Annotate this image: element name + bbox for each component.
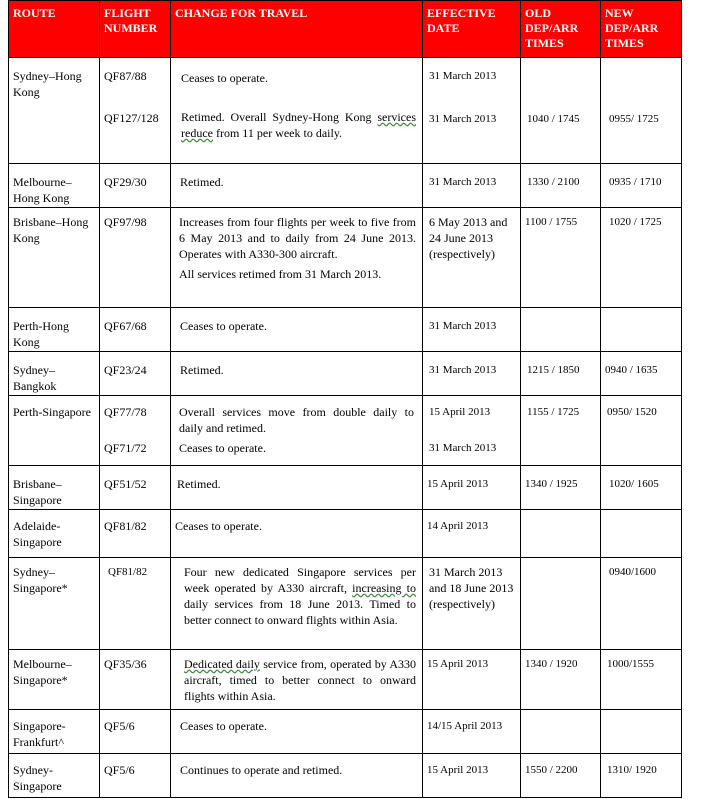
schedule-table-container [8, 0, 681, 798]
flight-number: QF35/36 [100, 650, 171, 710]
table-row [9, 58, 682, 164]
change-text-part: Retimed. Overall Sydney-Hong Kong [181, 110, 378, 124]
flight-number: QF23/24 [100, 352, 171, 396]
effective-date: 15 April 2013 [429, 406, 491, 418]
table-row [9, 396, 682, 466]
header-route: ROUTE [9, 1, 100, 58]
flight-number: QF51/52 [100, 466, 171, 510]
effective-date: 31 March 2013 [429, 70, 497, 82]
change-text [175, 558, 418, 628]
flight-number: QF71/72 [104, 441, 147, 455]
flight-number: QF81/82 [100, 510, 171, 558]
route-cell: Melbourne–Singapore* [9, 650, 100, 710]
header-change: CHANGE FOR TRAVEL [171, 1, 423, 58]
effective-date: 15 April 2013 [423, 466, 521, 510]
change-text: Ceases to operate. [171, 710, 423, 754]
change-text: Retimed. [171, 466, 423, 510]
route-cell: Brisbane–Singapore [9, 466, 100, 510]
table-row [9, 710, 682, 754]
table-row [9, 510, 682, 558]
table-row [9, 754, 682, 798]
change-text-part: Dedicated daily [184, 657, 260, 671]
header-effective-date: EFFECTIVE DATE [423, 1, 521, 58]
effective-date: 15 April 2013 [423, 650, 521, 710]
old-times-cell [521, 58, 601, 164]
flight-number: QF87/88 [104, 69, 147, 83]
change-text: Ceases to operate. [171, 308, 423, 352]
route-cell: Sydney–Singapore* [9, 558, 100, 650]
old-times: 1340 / 1920 [521, 650, 601, 710]
flight-number: QF29/30 [100, 164, 171, 208]
flight-number: QF77/78 [104, 405, 147, 419]
effective-date: 14 April 2013 [423, 510, 521, 558]
old-times: 1100 / 1755 [521, 208, 601, 308]
change-text: Ceases to operate. [171, 510, 423, 558]
new-times [601, 308, 682, 352]
old-times: 1215 / 1850 [521, 352, 601, 396]
old-times: 1040 / 1745 [527, 113, 580, 125]
new-times: 0950/ 1520 [601, 396, 682, 466]
old-times: 1155 / 1725 [521, 396, 601, 466]
new-times-cell [601, 58, 682, 164]
change-text: Retimed. [171, 352, 423, 396]
change-text-part: increasing to [352, 581, 416, 595]
change-text-part: services reduce [181, 110, 416, 140]
old-times [521, 558, 601, 650]
table-row [9, 352, 682, 396]
effective-date: 15 April 2013 [423, 754, 521, 798]
new-times: 0955/ 1725 [609, 113, 659, 125]
header-old-times: OLD DEP/ARR TIMES [521, 1, 601, 58]
old-times: 1550 / 2200 [521, 754, 601, 798]
flight-cell [100, 58, 171, 164]
change-cell [171, 558, 423, 650]
change-text: Retimed. [171, 164, 423, 208]
route-cell: Singapore-Frankfurt^ [9, 710, 100, 754]
route-cell: Sydney–Hong Kong [9, 58, 100, 164]
new-times [601, 710, 682, 754]
effective-date: 31 March 2013 [429, 113, 497, 125]
change-text-part: from 11 per week to daily. [212, 126, 343, 140]
change-cell [171, 650, 423, 710]
flight-number: QF81/82 [100, 558, 171, 650]
route-cell: Sydney–Bangkok [9, 352, 100, 396]
new-times: 0935 / 1710 [601, 164, 682, 208]
effective-date: 31 March 2013 and 18 June 2013 (respectively) [423, 558, 521, 650]
flight-number: QF67/68 [100, 308, 171, 352]
table-row [9, 208, 682, 308]
header-flight-number: FLIGHT NUMBER [100, 1, 171, 58]
new-times: 0940/1600 [601, 558, 682, 650]
effective-date: 31 March 2013 [423, 352, 521, 396]
change-text: All services retimed from 31 March 2013. [179, 267, 382, 281]
route-cell: Perth-Hong Kong [9, 308, 100, 352]
route-cell: Sydney-Singapore [9, 754, 100, 798]
old-times [521, 308, 601, 352]
old-times: 1330 / 2100 [521, 164, 601, 208]
header-row [9, 1, 682, 58]
effective-date: 14/15 April 2013 [423, 710, 521, 754]
effective-date: 31 March 2013 [423, 308, 521, 352]
change-text-part: service from, operated by A330 aircraft, timed to better connect to onward flights within Asia. [184, 657, 416, 703]
change-text-part: daily services from 18 June 2013. Timed to better connect to onward flights within Asia. [184, 597, 416, 627]
date-cell [423, 58, 521, 164]
flight-number: QF5/6 [100, 754, 171, 798]
change-text: Continues to operate and retimed. [171, 754, 423, 798]
table-row [9, 466, 682, 510]
old-times [521, 710, 601, 754]
change-cell [171, 208, 423, 308]
route-cell: Perth-Singapore [9, 396, 100, 466]
route-cell: Brisbane–Hong Kong [9, 208, 100, 308]
flight-number: QF97/98 [100, 208, 171, 308]
schedule-table [8, 0, 682, 798]
new-times: 1020/ 1605 [601, 466, 682, 510]
effective-date: 31 March 2013 [423, 164, 521, 208]
new-times: 0940 / 1635 [601, 352, 682, 396]
effective-date: 31 March 2013 [429, 442, 497, 454]
new-times: 1000/1555 [601, 650, 682, 710]
route-cell: Adelaide-Singapore [9, 510, 100, 558]
date-cell [423, 396, 521, 466]
table-row [9, 164, 682, 208]
new-times [601, 510, 682, 558]
old-times [521, 510, 601, 558]
flight-cell [100, 396, 171, 466]
effective-date: 6 May 2013 and 24 June 2013 (respectively) [423, 208, 521, 308]
table-row [9, 558, 682, 650]
flight-number: QF5/6 [100, 710, 171, 754]
change-cell [171, 396, 423, 466]
flight-number: QF127/128 [104, 111, 159, 125]
new-times: 1020 / 1725 [601, 208, 682, 308]
route-cell: Melbourne–Hong Kong [9, 164, 100, 208]
table-row [9, 650, 682, 710]
old-times: 1340 / 1925 [521, 466, 601, 510]
header-new-times: NEW DEP/ARR TIMES [601, 1, 682, 58]
change-text [175, 101, 418, 141]
change-text [175, 650, 418, 704]
change-cell [171, 58, 423, 164]
change-text: Overall services move from double daily to daily and retimed. [179, 405, 414, 435]
change-text-part: Four new dedicated Singapore services per week operated by A330 aircraft, [184, 565, 416, 595]
change-text: Ceases to operate. [179, 441, 266, 455]
change-text: Increases from four flights per week to five from 6 May 2013 and to daily from 24 June 2013. Operates with A330-300 aircraft. [179, 215, 416, 261]
change-text: Ceases to operate. [181, 71, 268, 85]
new-times: 1310/ 1920 [601, 754, 682, 798]
table-row [9, 308, 682, 352]
